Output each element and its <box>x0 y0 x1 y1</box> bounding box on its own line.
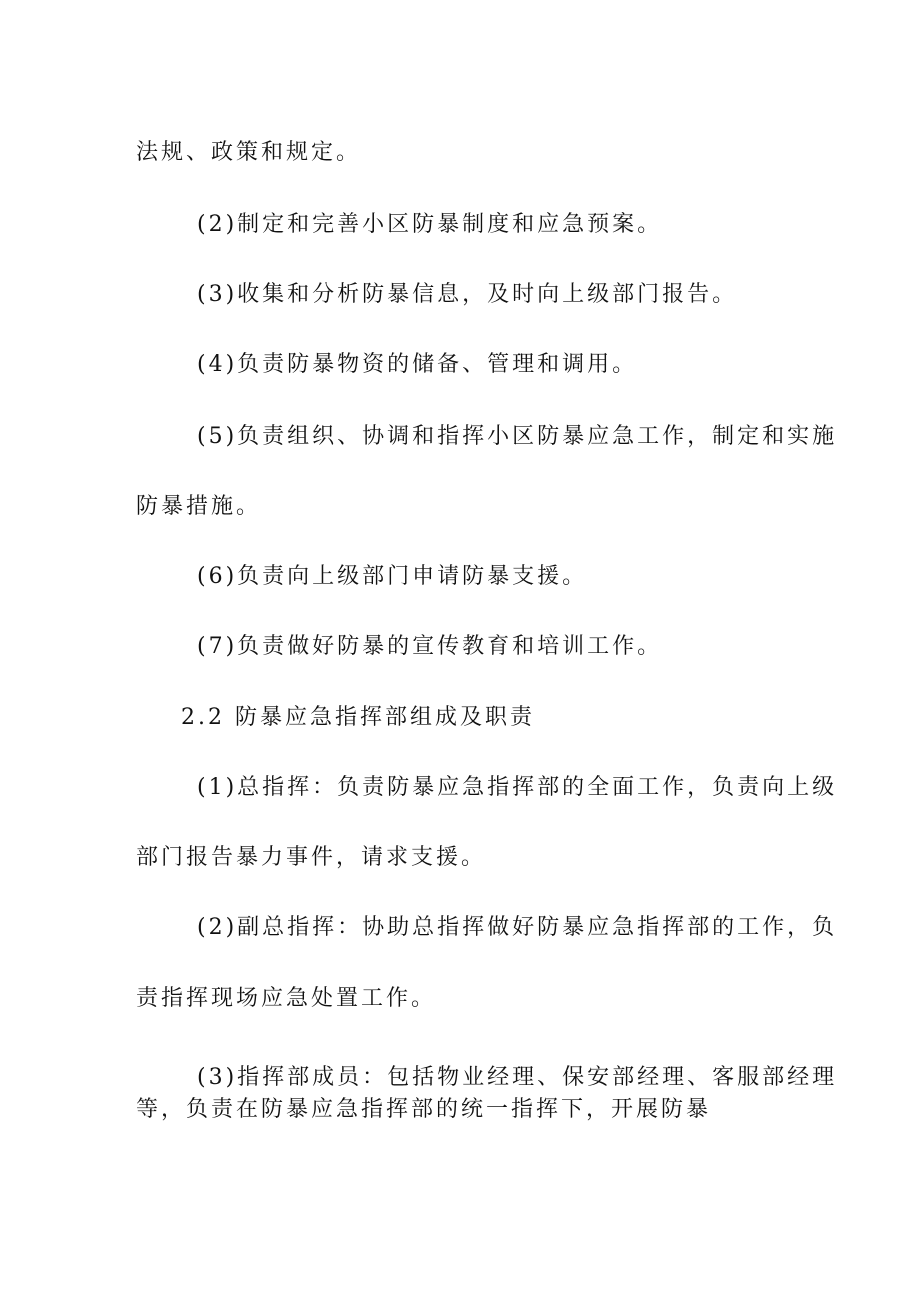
paragraph-line: 法规、政策和规定。 <box>136 140 362 165</box>
list-item: (5)负责组织、协调和指挥小区防暴应急工作，制定和实施 <box>197 424 838 449</box>
list-item: (1)总指挥：负责防暴应急指挥部的全面工作，负责向上级 <box>197 775 838 800</box>
paragraph-line: 责指挥现场应急处置工作。 <box>136 986 437 1011</box>
list-item: (4)负责防暴物资的储备、管理和调用。 <box>197 352 638 377</box>
list-item: (3)指挥部成员：包括物业经理、保安部经理、客服部经理 <box>197 1065 838 1090</box>
list-item: (6)负责向上级部门申请防暴支援。 <box>197 564 588 589</box>
list-item: (2)副总指挥：协助总指挥做好防暴应急指挥部的工作，负 <box>197 915 838 940</box>
section-heading: 2.2 防暴应急指挥部组成及职责 <box>181 705 535 730</box>
paragraph-line: 等，负责在防暴应急指挥部的统一指挥下，开展防暴 <box>136 1097 712 1122</box>
list-item: (7)负责做好防暴的宣传教育和培训工作。 <box>197 634 663 659</box>
paragraph-line: 防暴措施。 <box>136 494 262 519</box>
paragraph-line: 部门报告暴力事件，请求支援。 <box>136 845 487 870</box>
list-item: (2)制定和完善小区防暴制度和应急预案。 <box>197 212 663 237</box>
list-item: (3)收集和分析防暴信息，及时向上级部门报告。 <box>197 282 738 307</box>
